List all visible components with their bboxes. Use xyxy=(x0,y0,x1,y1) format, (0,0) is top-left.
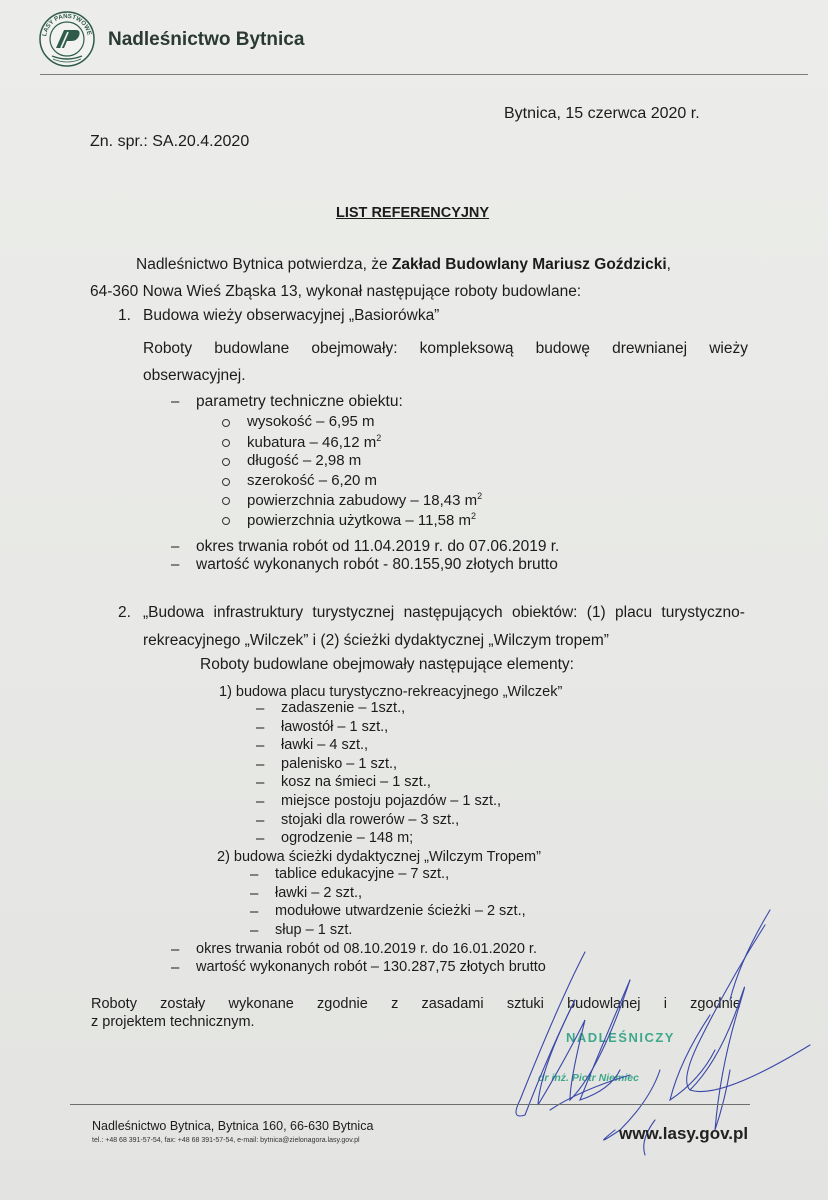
dash-bullet: – xyxy=(171,556,180,573)
dash-bullet: – xyxy=(250,903,259,921)
intro-text: Nadleśnictwo Bytnica potwierdza, że xyxy=(136,256,392,273)
word: wykonane xyxy=(228,996,294,1012)
list-item: ławostół – 1 szt., xyxy=(281,718,389,735)
item-2-scope: Roboty budowlane obejmowały następujące elementy: xyxy=(200,656,574,673)
document-title: LIST REFERENCYJNY xyxy=(336,205,490,221)
dash-bullet: – xyxy=(256,755,265,773)
footer-contact: tel.: +48 68 391-57-54, fax: +48 68 391-57-54, e-mail: bytnica@zielonagora.lasy.gov.pl xyxy=(92,1137,360,1144)
item-1-scope-line-1 xyxy=(143,340,748,358)
word: następujących xyxy=(403,604,503,621)
word: infrastruktury xyxy=(213,604,304,621)
word: turystycznej xyxy=(312,604,395,621)
param-item: powierzchnia zabudowy – 18,43 $m^2$ xyxy=(247,491,483,509)
word: zasadami xyxy=(421,996,484,1012)
word: placu xyxy=(615,604,653,621)
dash-bullet: – xyxy=(256,811,265,829)
word: Roboty xyxy=(143,340,193,357)
intro-line-2: 64-360 Nowa Wieś Zbąska 13, wykonał następujące roboty budowlane: xyxy=(90,283,582,300)
word: z xyxy=(391,996,399,1012)
list-item: ogrodzenie – 148 m; xyxy=(281,830,414,847)
list-item: palenisko – 1 szt., xyxy=(281,755,398,772)
item-1-scope-line-2: obserwacyjnej. xyxy=(143,367,246,384)
closing-line-2: z projektem technicznym. xyxy=(91,1014,255,1030)
dash-bullet: – xyxy=(250,884,259,902)
circle-bullet-icon xyxy=(222,478,230,486)
intro-line-1 xyxy=(136,256,671,274)
list-item: miejsce postoju pojazdów – 1 szt., xyxy=(281,793,502,809)
dash-bullet: – xyxy=(171,959,180,976)
footer-divider xyxy=(70,1104,750,1105)
logo-text: LASY PAŃSTWOWE xyxy=(41,12,93,37)
list-item: tablice edukacyjne – 7 szt., xyxy=(275,866,450,882)
item-2-number: 2. xyxy=(118,604,131,621)
param-item: kubatura – 46,12 $m^2$ xyxy=(247,432,382,451)
word: i xyxy=(663,996,667,1012)
org-name: Nadleśnictwo Bytnica xyxy=(108,29,305,50)
sub-1-label: 1) budowa placu turystyczno-rekreacyjnego „Wilczek” xyxy=(219,684,563,700)
list-item: słup – 1 szt. xyxy=(275,921,353,938)
param-item: wysokość – 6,95 m xyxy=(247,413,375,430)
item-1-period: okres trwania robót od 11.04.2019 r. do 07.06.2019 r. xyxy=(196,538,560,555)
stamp-name: dr inż. Piotr Niemiec xyxy=(538,1072,639,1084)
dash-bullet: – xyxy=(256,700,265,717)
item-2-value: wartość wykonanych robót – 130.287,75 złotych brutto xyxy=(196,959,546,975)
word: budowlane xyxy=(214,340,290,357)
stamp-title: NADLEŚNICZY xyxy=(566,1030,675,1045)
word: Roboty xyxy=(91,996,137,1012)
item-1-value: wartość wykonanych robót - 80.155,90 złotych brutto xyxy=(196,556,558,573)
word: zostały xyxy=(160,996,206,1012)
circle-bullet-icon xyxy=(222,497,230,505)
word: wieży xyxy=(709,340,748,357)
item-1-title: Budowa wieży obserwacyjnej „Basiorówka” xyxy=(143,307,440,324)
word: budowę xyxy=(535,340,590,357)
item-1-number: 1. xyxy=(118,307,131,324)
param-item: powierzchnia użytkowa – 11,58 $m^2$ xyxy=(247,510,477,529)
dash-bullet: – xyxy=(250,866,259,883)
dash-bullet: – xyxy=(256,718,265,736)
list-item: ławki – 2 szt., xyxy=(275,884,363,901)
dash-bullet: – xyxy=(250,921,259,939)
footer-address: Nadleśnictwo Bytnica, Bytnica 160, 66-630 Bytnica xyxy=(92,1119,374,1133)
item-2-title-line-1 xyxy=(143,604,745,622)
list-item: ławki – 4 szt., xyxy=(281,737,369,754)
param-item: długość – 2,98 m xyxy=(247,452,362,469)
dash-bullet: – xyxy=(171,538,180,555)
dash-bullet: – xyxy=(256,774,265,792)
superscript: 2 xyxy=(376,432,382,443)
word: zgodnie xyxy=(317,996,368,1012)
word: kompleksową xyxy=(419,340,514,357)
dash-bullet: – xyxy=(171,393,180,410)
word: turystyczno- xyxy=(661,604,745,621)
superscript: 2 xyxy=(477,491,483,501)
circle-bullet-icon xyxy=(222,517,230,525)
list-item: zadaszenie – 1szt., xyxy=(281,700,406,716)
word: „Budowa xyxy=(143,604,205,621)
item-2-title-line-2: rekreacyjnego „Wilczek” i (2) ścieżki dydaktycznej „Wilczym tropem” xyxy=(143,632,609,649)
company-name: Zakład Budowlany Mariusz Goździcki xyxy=(391,256,667,273)
place-date: Bytnica, 15 czerwca 2020 r. xyxy=(504,105,700,122)
word: drewnianej xyxy=(612,340,688,357)
word: obejmowały: xyxy=(311,340,398,357)
word: obiektów: xyxy=(511,604,578,621)
word: (1) xyxy=(586,604,606,621)
dash-bullet: – xyxy=(256,737,265,755)
superscript: 2 xyxy=(471,510,477,521)
word: sztuki xyxy=(506,996,544,1012)
dash-bullet: – xyxy=(171,941,180,958)
closing-line-1 xyxy=(91,996,741,1012)
item-2-period: okres trwania robót od 08.10.2019 r. do 16.01.2020 r. xyxy=(196,941,537,957)
param-item: szerokość – 6,20 m xyxy=(247,471,378,489)
list-item: modułowe utwardzenie ścieżki – 2 szt., xyxy=(275,903,526,920)
sub-2-label: 2) budowa ścieżki dydaktycznej „Wilczym Tropem” xyxy=(217,849,541,865)
circle-bullet-icon xyxy=(222,458,230,466)
list-item: stojaki dla rowerów – 3 szt., xyxy=(281,811,460,828)
list-item: kosz na śmieci – 1 szt., xyxy=(281,774,431,791)
params-label: parametry techniczne obiektu: xyxy=(196,393,403,410)
lasy-panstwowe-logo xyxy=(38,10,96,68)
word: zgodnie xyxy=(690,996,741,1012)
footer-website-link[interactable]: www.lasy.gov.pl xyxy=(619,1124,749,1143)
intro-comma: , xyxy=(666,256,671,273)
circle-bullet-icon xyxy=(222,419,230,427)
circle-bullet-icon xyxy=(222,439,230,447)
dash-bullet: – xyxy=(256,793,265,810)
header-divider xyxy=(40,74,808,75)
reference-number: Zn. spr.: SA.20.4.2020 xyxy=(90,133,250,150)
dash-bullet: – xyxy=(256,830,265,848)
word: budowlanej xyxy=(567,996,641,1012)
